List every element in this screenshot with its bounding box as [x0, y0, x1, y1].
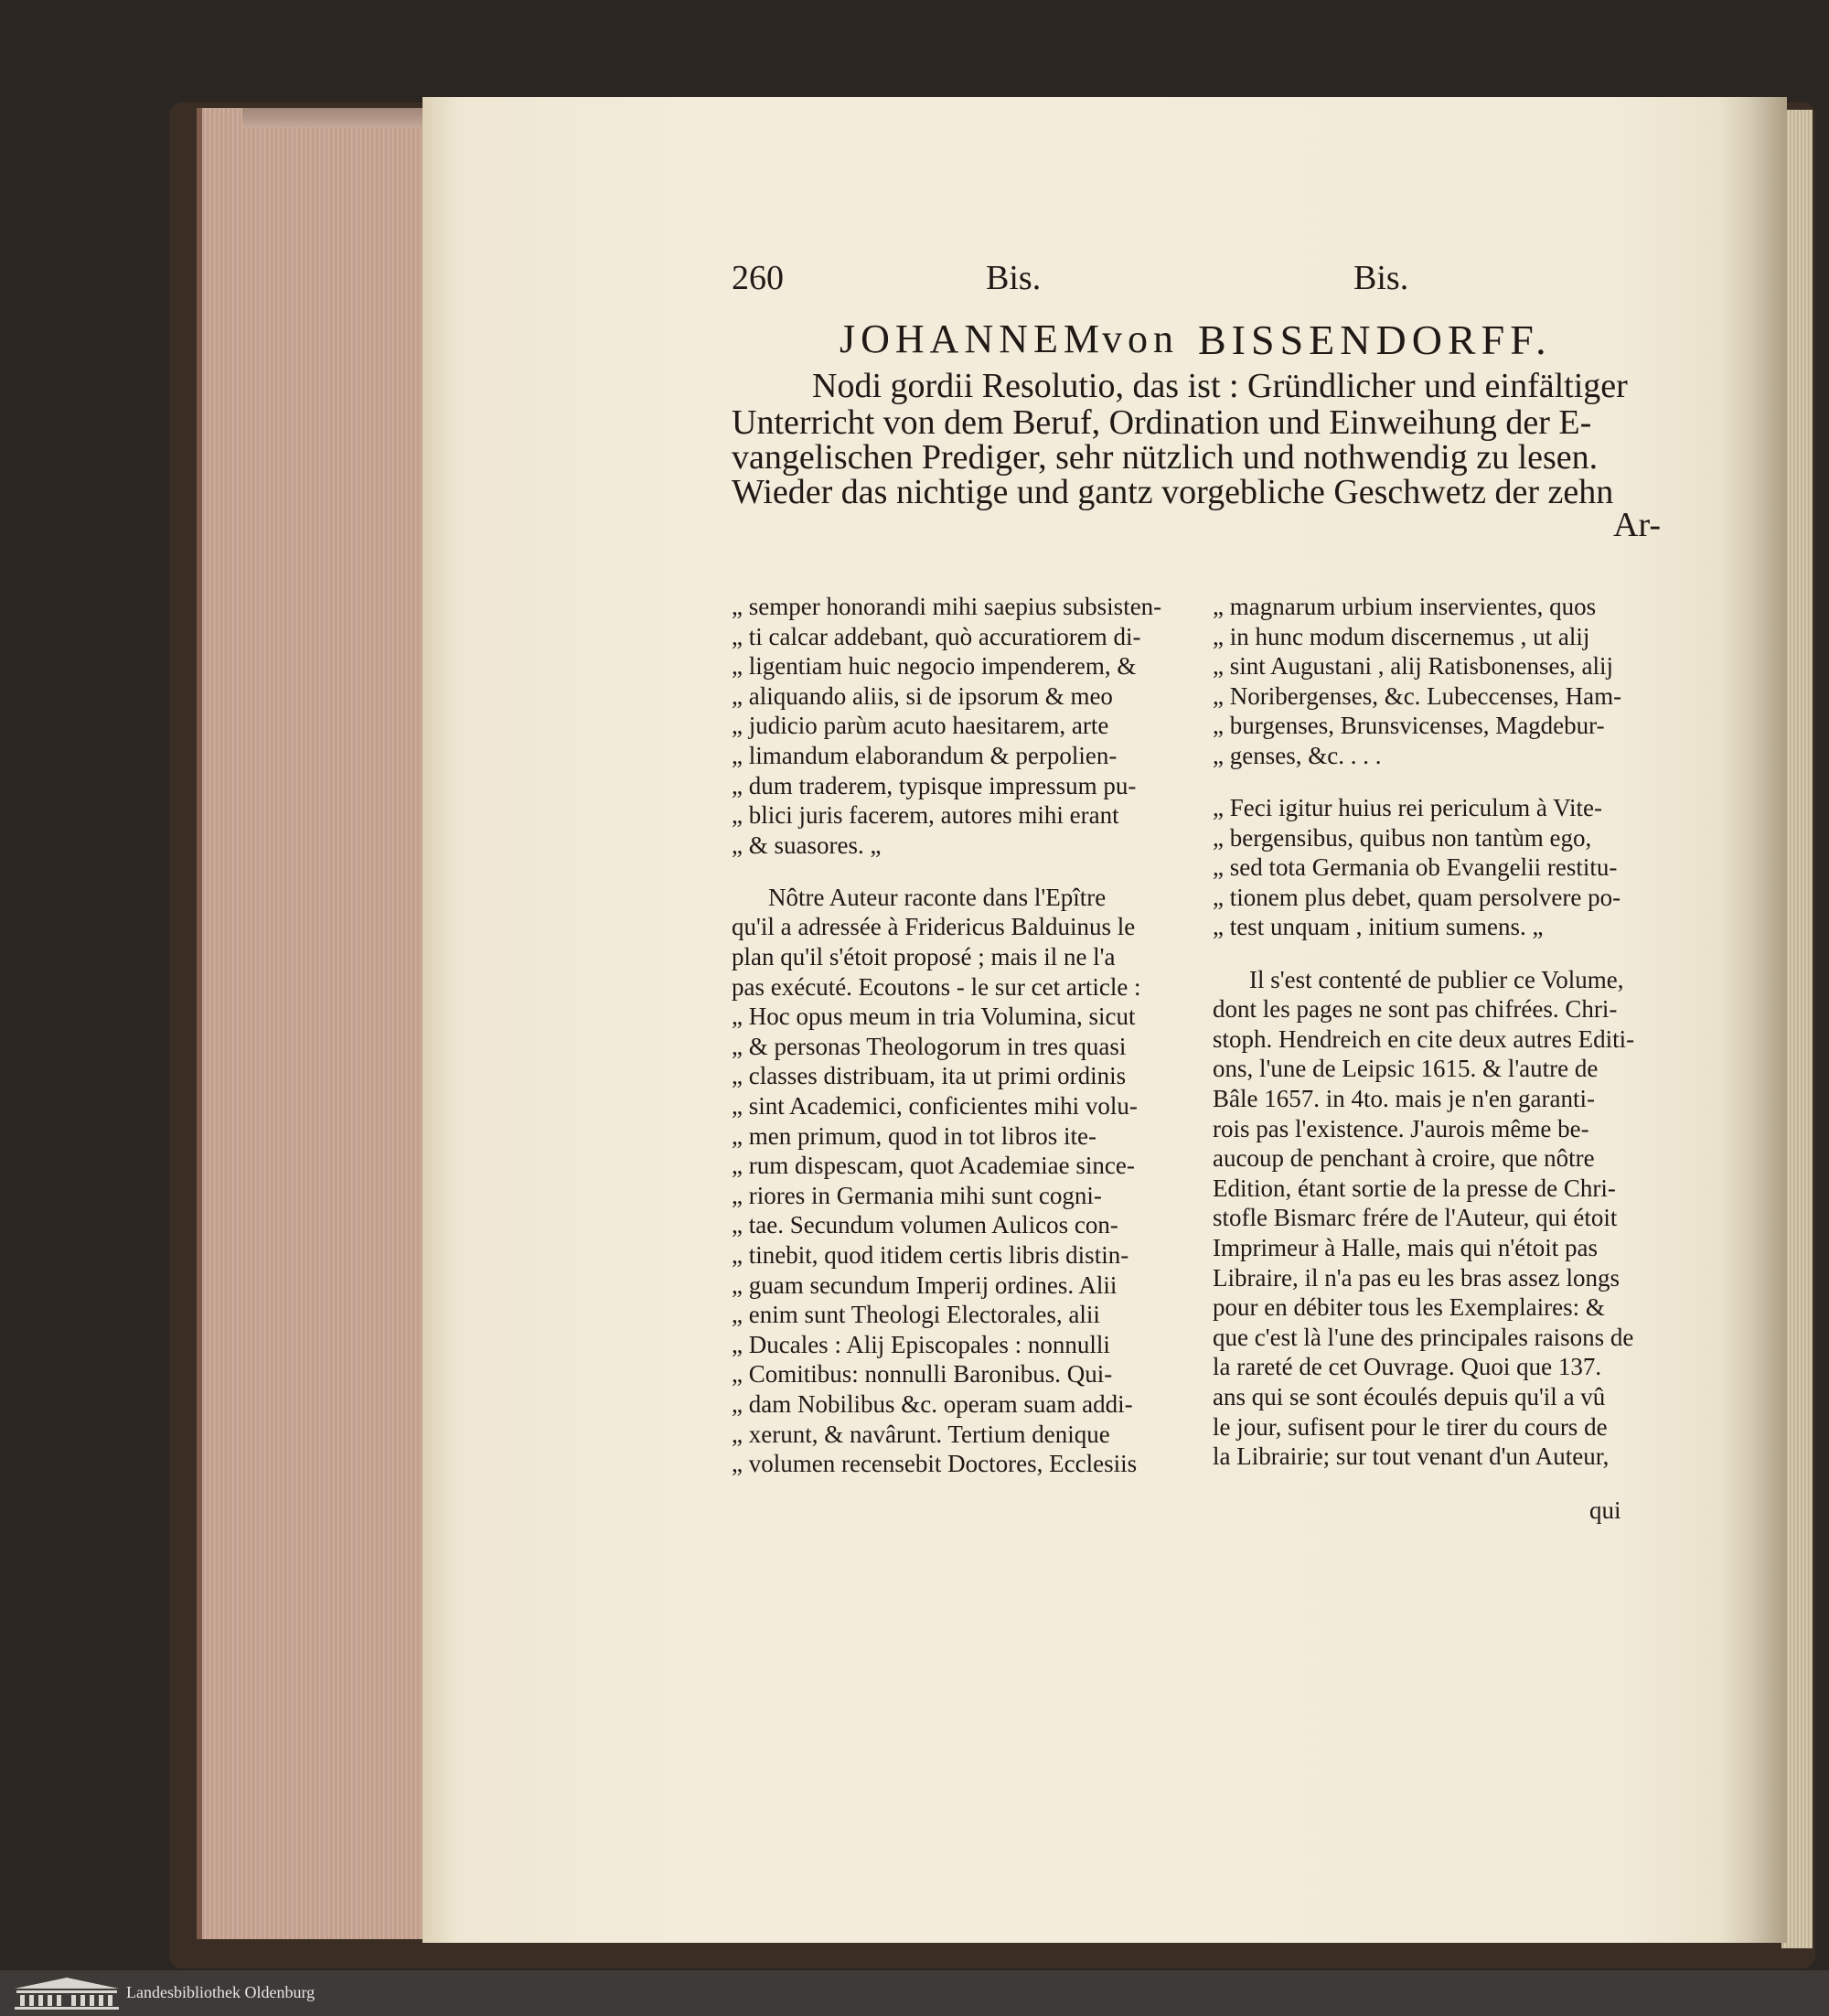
text-line: „ riores in Germania mihi sunt cogni-	[732, 1181, 1102, 1209]
text-line: „ Ducales : Alij Episcopales : nonnulli	[732, 1330, 1110, 1358]
library-building-icon	[13, 1976, 121, 2011]
text-line: Bâle 1657. in 4to. mais je n'en garanti-	[1213, 1084, 1596, 1112]
text-line: „ sint Academici, conficientes mihi volu-	[732, 1092, 1138, 1121]
text-line: pas exécuté. Ecoutons - le sur cet article :	[732, 972, 1141, 1001]
text-line: „ tae. Secundum volumen Aulicos con-	[732, 1211, 1118, 1239]
text-line: aucoup de penchant à croire, que nôtre	[1213, 1144, 1595, 1173]
text-line: „ volumen recensebit Doctores, Ecclesiis	[732, 1450, 1138, 1478]
page-number: 260	[732, 259, 784, 297]
text-line: que c'est là l'une des principales raisons de	[1213, 1323, 1634, 1351]
text-line: „ Comitibus: nonnulli Baronibus. Qui-	[732, 1360, 1113, 1389]
heading-name: BISSENDORFF.	[1198, 316, 1552, 363]
heading-line: Unterricht von dem Beruf, Ordination und Einweihung der E-	[732, 403, 1592, 442]
text-line: le jour, sufisent pour le tirer du cours de	[1213, 1412, 1608, 1441]
text-line: „ bergensibus, quibus non tantùm ego,	[1213, 823, 1592, 852]
text-line: ans qui se sont écoulés depuis qu'il a vû	[1213, 1382, 1606, 1410]
right-running-head: Bis.	[1353, 259, 1409, 297]
text-line: „ magnarum urbium inservientes, quos	[1213, 593, 1597, 620]
left-running-head: Bis.	[986, 259, 1042, 297]
text-line: Edition, étant sortie de la presse de Chri-	[1213, 1174, 1616, 1202]
text-line: „ xerunt, & navârunt. Tertium denique	[732, 1420, 1110, 1448]
text-line: „ & personas Theologorum in tres quasi	[732, 1032, 1127, 1060]
text-line: „ tinebit, quod itidem certis libris distin-	[732, 1241, 1129, 1270]
text-line: plan qu'il s'étoit proposé ; mais il ne l'a	[732, 943, 1116, 971]
text-line: stoph. Hendreich en cite deux autres Editi-	[1213, 1024, 1635, 1053]
text-line: „ sint Augustani , alij Ratisbonenses, alij	[1213, 652, 1613, 681]
text-line: „ aliquando aliis, si de ipsorum & meo	[732, 681, 1113, 710]
text-line: pour en débiter tous les Exemplaires: &	[1213, 1293, 1605, 1322]
text-line: „ rum dispescam, quot Academiae since-	[732, 1152, 1135, 1180]
text-line: „ in hunc modum discernemus , ut alij	[1213, 622, 1590, 650]
heading-last-word: Ar-	[1613, 506, 1661, 544]
text-line: „ classes distribuam, ita ut primi ordinis	[732, 1062, 1127, 1090]
text-line: „ men primum, quod in tot libros ite-	[732, 1121, 1096, 1150]
text-line: „ dam Nobilibus &c. operam suam addi-	[732, 1390, 1133, 1419]
text-line: „ ligentiam huic negocio impenderem, &	[732, 652, 1137, 681]
text-line: „ semper honorandi mihi saepius subsisten-	[732, 593, 1162, 620]
heading-line: Nodi gordii Resolutio, das ist : Gründlicher und einfältiger	[812, 367, 1628, 405]
text-line: „ judicio parùm acuto haesitarem, arte	[732, 712, 1109, 740]
text-line: „ ti calcar addebant, quò accuratiorem di-	[732, 622, 1141, 650]
text-line: Imprimeur à Halle, mais qui n'étoit pas	[1213, 1233, 1599, 1261]
text-line: „ Feci igitur huius rei periculum à Vite-	[1213, 794, 1603, 822]
text-line: „ limandum elaborandum & perpolien-	[732, 742, 1118, 769]
text-line: Il s'est contenté de publier ce Volume,	[1249, 965, 1624, 993]
book-page-edges	[197, 108, 431, 1939]
text-line: „ burgenses, Brunsvicenses, Magdebur-	[1213, 712, 1605, 740]
text-line: Libraire, il n'a pas eu les bras assez longs	[1213, 1263, 1620, 1292]
text-line: „ Hoc opus meum in tria Volumina, sicut	[732, 1003, 1136, 1031]
library-name: Landesbibliothek Oldenburg	[126, 1983, 316, 2001]
text-line: „ & suasores. „	[732, 831, 882, 859]
text-line: „ tionem plus debet, quam persolvere po-	[1213, 883, 1621, 911]
text-line: „ blici juris facerem, autores mihi erant	[732, 801, 1119, 830]
text-line: „ dum traderem, typisque impressum pu-	[732, 771, 1137, 799]
text-line: la Librairie; sur tout venant d'un Auteur,	[1213, 1442, 1610, 1471]
text-line: „ enim sunt Theologi Electorales, alii	[732, 1301, 1100, 1329]
heading-prefix: JOHANNEM	[840, 316, 1105, 361]
text-line: la rareté de cet Ouvrage. Quoi que 137.	[1213, 1353, 1602, 1381]
footer-bar	[0, 1970, 1829, 2016]
text-line: „ genses, &c. . . .	[1213, 742, 1382, 769]
catchword: qui	[1589, 1496, 1621, 1524]
heading-von: von	[1102, 316, 1179, 361]
text-line: „ guam secundum Imperij ordines. Alii	[732, 1271, 1118, 1299]
gutter-shadow	[1719, 97, 1787, 1943]
heading-line: vangelischen Prediger, sehr nützlich und nothwendig zu lesen.	[732, 438, 1599, 477]
text-line: „ sed tota Germania ob Evangelii restitu-	[1213, 853, 1618, 882]
text-line: „ Noribergenses, &c. Lubeccenses, Ham-	[1213, 681, 1622, 710]
text-line: dont les pages ne sont pas chifrées. Chri-	[1213, 995, 1618, 1024]
text-line: „ test unquam , initium sumens. „	[1213, 913, 1544, 941]
text-line: stofle Bismarc frére de l'Auteur, qui étoit	[1213, 1204, 1618, 1232]
book-edge-top	[242, 108, 425, 128]
text-line: Nôtre Auteur raconte dans l'Epître	[768, 883, 1107, 911]
text-line: qu'il a adressée à Fridericus Balduinus le	[732, 913, 1136, 941]
heading-line: Wieder das nichtige und gantz vorgebliche Geschwetz der zehn	[732, 473, 1614, 511]
text-line: rois pas l'existence. J'aurois même be-	[1213, 1114, 1589, 1142]
text-line: ons, l'une de Leipsic 1615. & l'autre de	[1213, 1055, 1599, 1083]
